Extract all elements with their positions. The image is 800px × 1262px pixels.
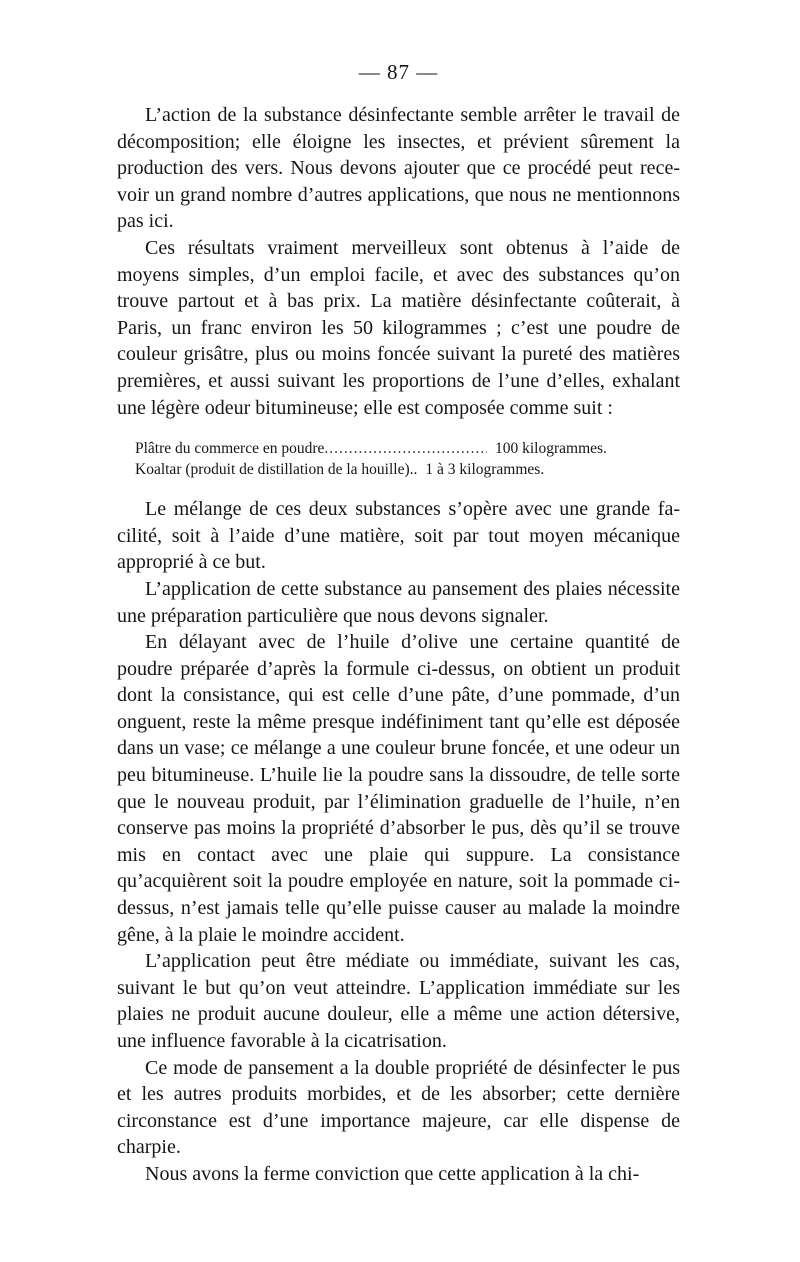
- composition-row: [135, 459, 655, 480]
- composition-item: Plâtre du commerce en poudre: [135, 440, 325, 458]
- composition-row: [135, 438, 655, 459]
- paragraph: Ce mode de pansement a la double propriété de désinfecter le pus et les autres produits morbides, et de les absorber; cette dernière circonstance est d’une importance majeure, car elle dispense de charpie.: [117, 1056, 680, 1159]
- composition-quantity: 100 kilogrammes.: [495, 440, 607, 458]
- paragraph: L’application peut être médiate ou immédiate, suivant les cas, suivant le but qu’on veut atteindre. L’application immédiate sur les plaies ne produit aucune douleur, elle a même une action détersive, une influence favorable à la cicatrisation.: [117, 950, 680, 1052]
- composition-item: Koaltar (produit de distillation de la houille)..: [135, 461, 418, 479]
- text-block-top: [117, 102, 680, 421]
- composition-quantity: 1 à 3 kilogrammes.: [425, 461, 545, 479]
- page-number: — 87 —: [358, 60, 439, 84]
- paragraph: L’application de cette substance au pansement des plaies nécessite une préparation particulière que nous devons signaler.: [117, 577, 680, 627]
- leader-dots: [324, 438, 487, 459]
- paragraph: Nous avons la ferme conviction que cette application à la chi-: [145, 1162, 640, 1185]
- book-page: [117, 58, 680, 1188]
- paragraph: Le mélange de ces deux substances s’opère avec une grande facilité, soit à l’aide d’une matière, soit par tout moyen mécanique approprié à ce but.: [117, 498, 680, 574]
- paragraph: En délayant avec de l’huile d’olive une certaine quantité de poudre préparée d’après la formule ci-dessus, on obtient un produit dont la consistance, qui est celle d’une pâte, d’une pommade, d’un onguent, reste la même presque indéfiniment tant qu’elle est déposée dans un vase; ce mélange a une couleur brune foncée, et une odeur un peu bitumineuse. L’huile lie la poudre sans la dissoudre, de telle sorte que le nouveau produit, par l’élimination graduelle de l’huile, n’en conserve pas moins la propriété d’absorber le pus, dès qu’il se trouve mis en contact avec une plaie qui suppure. La consistance qu’acquièrent soit la poudre employée en nature, soit la pommade ci-dessus, n’est jamais telle qu’elle puisse causer au malade la moindre gêne, à la plaie le moindre accident.: [117, 631, 680, 946]
- composition-list: [135, 438, 655, 480]
- paragraph: L’action de la substance désinfectante semble arrêter le travail de décomposition; elle éloigne les insectes, et prévient sûrement la production des vers. Nous devons ajouter que ce procédé peut recevoir un grand nombre d’autres applications, que nous ne mentionnons pas ici.: [117, 104, 680, 233]
- text-block-bottom: [117, 496, 680, 1187]
- paragraph: Ces résultats vraiment merveilleux sont obtenus à l’aide de moyens simples, d’un emploi facile, et avec des substances qu’on trouve partout et à bas prix. La matière désinfectante coûterait, à Paris, un franc environ les 50 kilogrammes ; c’est une poudre de couleur grisâtre, plus ou moins foncée suivant la pureté des matières premières, et aussi suivant les proportions de l’une d’elles, exhalant une légère odeur bitumineuse; elle est composée comme suit :: [117, 236, 680, 419]
